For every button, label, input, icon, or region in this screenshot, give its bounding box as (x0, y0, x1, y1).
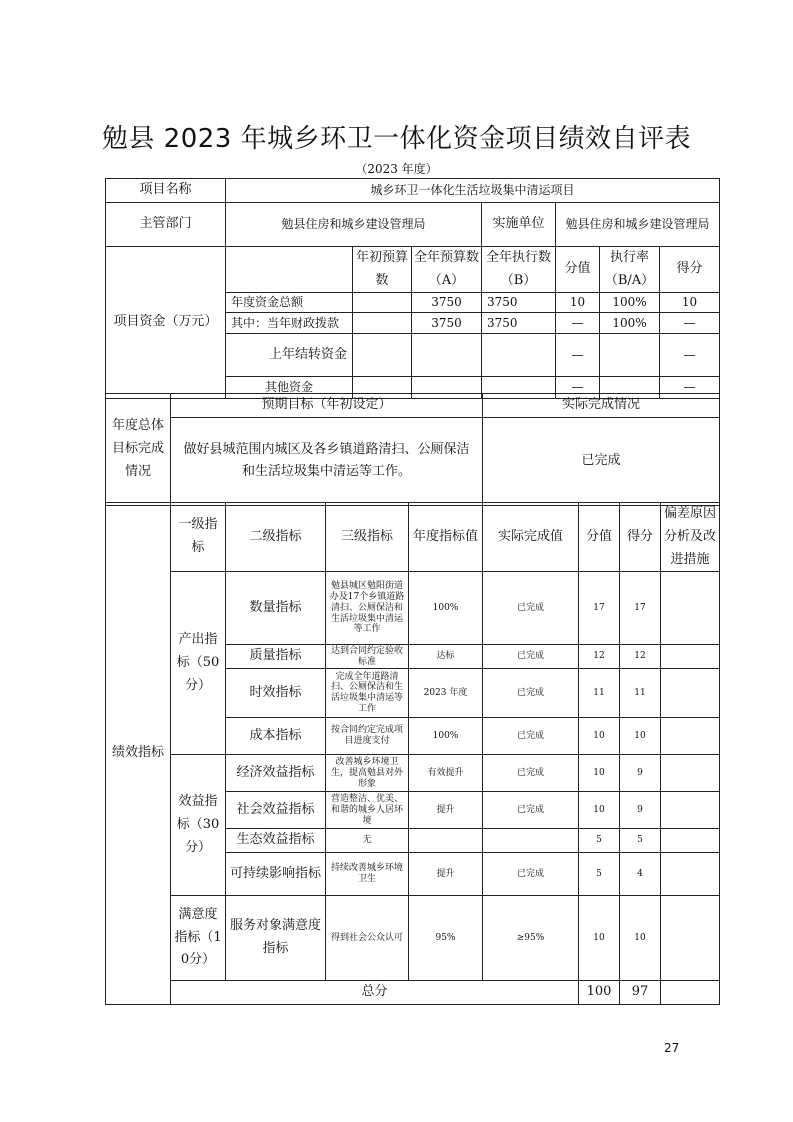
header-target: 年度指标值 (409, 503, 483, 572)
level3-cell: 营造整洁、优美、和谐的城乡人居环境 (326, 792, 409, 829)
page-title: 勉县 2023 年城乡环卫一体化资金项目绩效自评表 (101, 124, 692, 154)
level3-cell: 得到社会公众认可 (326, 896, 409, 981)
page-subtitle: （2023 年度） (355, 162, 438, 176)
funds-header-rate: 执行率（B/A） (600, 246, 660, 293)
note-cell (661, 896, 720, 981)
funds-row-name: 上年结转资金 (226, 334, 353, 377)
header-score: 得分 (620, 503, 661, 572)
indicators-label: 绩效指标 (106, 503, 171, 1005)
score-value-cell: 11 (579, 669, 620, 718)
impl-label: 实施单位 (482, 202, 556, 246)
impl-value: 勉县住房和城乡建设管理局 (556, 202, 720, 246)
target-cell: 100% (409, 718, 483, 755)
indicators-table (105, 502, 720, 1005)
funds-header-score-value: 分值 (556, 246, 600, 293)
total-score: 97 (620, 981, 661, 1005)
level2-cell: 可持续影响指标 (226, 853, 326, 896)
funds-cell: — (660, 334, 720, 377)
target-cell (409, 829, 483, 853)
funds-cell: — (660, 377, 720, 399)
level3-cell: 勉县城区勉阳街道办及17个乡镇道路清扫、公厕保洁和生活垃圾集中清运等工作 (326, 572, 409, 645)
funds-table (105, 178, 720, 399)
target-cell: 2023 年度 (409, 669, 483, 718)
actual-cell: 已完成 (483, 853, 579, 896)
level2-cell: 时效指标 (226, 669, 326, 718)
score-value-cell: 10 (579, 755, 620, 792)
header-level3: 三级指标 (326, 503, 409, 572)
level3-cell: 改善城乡环境卫生，提高勉县对外形象 (326, 755, 409, 792)
score-value-cell: 10 (579, 792, 620, 829)
actual-cell: 已完成 (483, 669, 579, 718)
level2-cell: 数量指标 (226, 572, 326, 645)
level2-cell: 成本指标 (226, 718, 326, 755)
funds-cell: — (660, 313, 720, 334)
score-cell: 10 (620, 718, 661, 755)
funds-cell (353, 313, 412, 334)
table-row (106, 755, 720, 792)
note-cell (661, 853, 720, 896)
score-cell: 9 (620, 755, 661, 792)
group-satisfaction: 满意度指标（10分） (171, 896, 226, 981)
funds-label: 项目资金（万元） (106, 246, 226, 399)
target-cell: 提升 (409, 792, 483, 829)
funds-cell: — (556, 377, 600, 399)
dept-value: 勉县住房和城乡建设管理局 (226, 202, 482, 246)
funds-cell: 3750 (412, 293, 482, 313)
actual-result: 已完成 (483, 417, 720, 505)
score-cell: 17 (620, 572, 661, 645)
target-cell: 达标 (409, 645, 483, 669)
score-cell: 12 (620, 645, 661, 669)
actual-header: 实际完成情况 (483, 394, 720, 418)
level2-cell: 服务对象满意度指标 (226, 896, 326, 981)
actual-cell: 已完成 (483, 645, 579, 669)
actual-cell: 已完成 (483, 718, 579, 755)
score-cell: 9 (620, 792, 661, 829)
expected-header: 预期目标（年初设定） (171, 394, 483, 418)
expected-goal: 做好县城范围内城区及各乡镇道路清扫、公厕保洁和生活垃圾集中清运等工作。 (171, 417, 483, 505)
note-cell (661, 792, 720, 829)
score-value-cell: 10 (579, 896, 620, 981)
header-note: 偏差原因分析及改进措施 (661, 503, 720, 572)
score-cell: 11 (620, 669, 661, 718)
actual-cell: 已完成 (483, 572, 579, 645)
level2-cell: 社会效益指标 (226, 792, 326, 829)
total-label: 总分 (171, 981, 579, 1005)
actual-cell: 已完成 (483, 792, 579, 829)
score-cell: 4 (620, 853, 661, 896)
funds-row-name: 其中：当年财政拨款 (226, 313, 353, 334)
level3-cell: 持续改善城乡环境卫生 (326, 853, 409, 896)
funds-cell (353, 293, 412, 313)
level3-cell: 达到合同约定验收标准 (326, 645, 409, 669)
funds-cell: — (556, 334, 600, 377)
total-note (661, 981, 720, 1005)
funds-header-initial: 年初预算数 (353, 246, 412, 293)
score-value-cell: 5 (579, 829, 620, 853)
score-value-cell: 10 (579, 718, 620, 755)
score-value-cell: 12 (579, 645, 620, 669)
table-row (106, 572, 720, 645)
dept-label: 主管部门 (106, 202, 226, 246)
table-row (106, 896, 720, 981)
total-row (106, 981, 720, 1005)
note-cell (661, 718, 720, 755)
funds-cell: 100% (600, 313, 660, 334)
header-score-value: 分值 (579, 503, 620, 572)
project-name-label: 项目名称 (106, 179, 226, 203)
target-cell: 95% (409, 896, 483, 981)
score-value-cell: 17 (579, 572, 620, 645)
funds-header-executed: 全年执行数（B） (482, 246, 556, 293)
level2-cell: 生态效益指标 (226, 829, 326, 853)
funds-header-blank (226, 246, 353, 293)
funds-header-annual: 全年预算数（A） (412, 246, 482, 293)
note-cell (661, 669, 720, 718)
note-cell (661, 645, 720, 669)
level3-cell: 按合同约定完成项目进度支付 (326, 718, 409, 755)
funds-cell: — (556, 313, 600, 334)
level3-cell: 无 (326, 829, 409, 853)
actual-cell: ≥95% (483, 896, 579, 981)
actual-cell: 已完成 (483, 755, 579, 792)
funds-cell: 3750 (412, 313, 482, 334)
goals-table (105, 393, 720, 506)
score-cell: 10 (620, 896, 661, 981)
group-benefit: 效益指标（30分） (171, 755, 226, 896)
note-cell (661, 829, 720, 853)
header-level2: 二级指标 (226, 503, 326, 572)
score-cell: 5 (620, 829, 661, 853)
funds-header-score: 得分 (660, 246, 720, 293)
funds-cell: 100% (600, 293, 660, 313)
actual-cell (483, 829, 579, 853)
funds-cell (600, 334, 660, 377)
funds-cell (353, 334, 412, 377)
note-cell (661, 572, 720, 645)
funds-cell: 10 (556, 293, 600, 313)
target-cell: 100% (409, 572, 483, 645)
total-score-value: 100 (579, 981, 620, 1005)
level2-cell: 质量指标 (226, 645, 326, 669)
goals-label: 年度总体目标完成情况 (106, 394, 171, 506)
group-output: 产出指标（50分） (171, 572, 226, 755)
project-name: 城乡环卫一体化生活垃圾集中清运项目 (226, 179, 720, 203)
funds-cell: 3750 (482, 293, 556, 313)
funds-row-name: 年度资金总额 (226, 293, 353, 313)
note-cell (661, 755, 720, 792)
header-actual: 实际完成值 (483, 503, 579, 572)
header-level1: 一级指标 (171, 503, 226, 572)
level3-cell: 完成全年道路清扫、公厕保洁和生活垃圾集中清运等工作 (326, 669, 409, 718)
target-cell: 有效提升 (409, 755, 483, 792)
funds-cell: 10 (660, 293, 720, 313)
funds-cell (482, 334, 556, 377)
target-cell: 提升 (409, 853, 483, 896)
funds-row-name: 其他资金 (226, 377, 353, 399)
page-number: 27 (664, 1041, 680, 1055)
funds-cell: 3750 (482, 313, 556, 334)
level2-cell: 经济效益指标 (226, 755, 326, 792)
funds-cell (412, 334, 482, 377)
score-value-cell: 5 (579, 853, 620, 896)
